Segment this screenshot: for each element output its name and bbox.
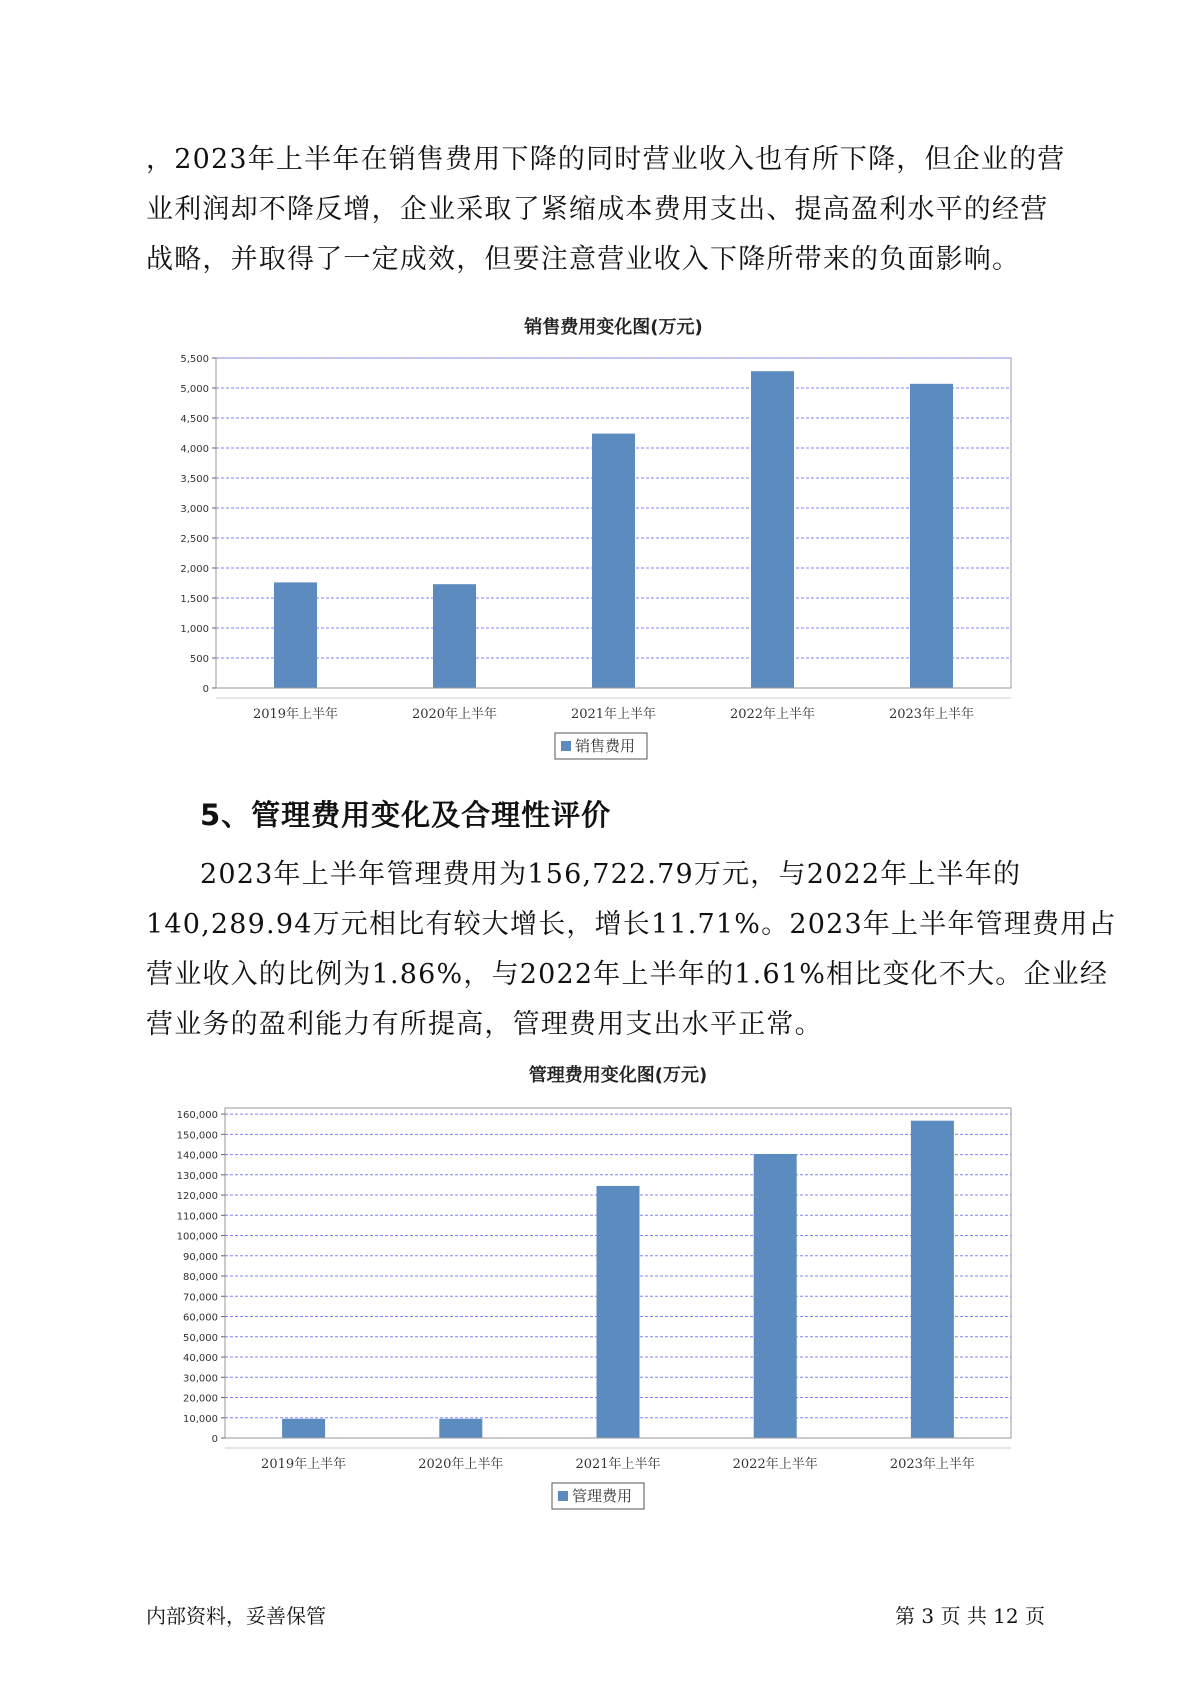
x-tick-label: 2022年上半年 [729,707,816,722]
y-tick-label: 40,000 [183,1353,218,1365]
y-tick-label: 50,000 [183,1332,218,1344]
y-tick-label: 4,500 [180,414,209,425]
x-tick-label: 2022年上半年 [732,1457,818,1472]
bar [597,1186,640,1438]
legend-swatch [558,1491,568,1501]
y-tick-label: 4,000 [180,444,209,455]
chart-title: 销售费用变化图(万元) [524,317,703,338]
y-tick-label: 0 [211,1434,218,1445]
bar [751,371,794,688]
bar [592,434,635,688]
x-tick-label: 2019年上半年 [252,707,339,722]
y-tick-label: 2,500 [180,534,209,545]
y-tick-label: 100,000 [176,1231,218,1243]
paragraph-line: 营业务的盈利能力有所提高，管理费用支出水平正常。 [146,1009,823,1040]
y-tick-label: 120,000 [176,1191,218,1203]
bar [910,384,953,688]
y-tick-label: 10,000 [183,1413,218,1425]
intro-paragraph [146,135,1066,285]
x-tick-label: 2020年上半年 [411,707,498,722]
bar [911,1121,954,1438]
paragraph-line: 营业收入的比例为1.86%，与2022年上半年的1.61%相比变化不大。企业经 [146,959,1109,990]
y-tick-label: 500 [189,654,209,665]
y-tick-label: 1,000 [180,624,209,635]
y-tick-label: 5,500 [180,354,209,365]
bar [433,584,476,688]
y-tick-label: 160,000 [176,1110,218,1122]
paragraph-line: 140,289.94万元相比有较大增长，增长11.71%。2023年上半年管理费用占 [146,909,1117,940]
paragraph-line: 业利润却不降反增，企业采取了紧缩成本费用支出、提高盈利水平的经营 [146,194,1049,225]
y-tick-label: 70,000 [183,1292,218,1304]
y-tick-label: 130,000 [176,1170,218,1182]
admin-expense-chart [0,1050,1191,1530]
y-tick-label: 20,000 [183,1393,218,1405]
x-tick-label: 2021年上半年 [570,707,657,722]
x-tick-label: 2023年上半年 [888,707,975,722]
sales-expense-chart [0,300,1191,760]
legend-label: 销售费用 [575,737,636,755]
footer-page-number: 第 3 页 共 12 页 [895,1604,1045,1628]
x-tick-label: 2021年上半年 [575,1457,661,1472]
y-tick-label: 0 [202,684,209,695]
y-tick-label: 80,000 [183,1272,218,1284]
x-tick-label: 2019年上半年 [261,1457,347,1472]
paragraph-line: 战略，并取得了一定成效，但要注意营业收入下降所带来的负面影响。 [146,244,1021,275]
bar [282,1419,325,1438]
y-tick-label: 2,000 [180,564,209,575]
legend-swatch [561,741,571,751]
y-tick-label: 150,000 [176,1130,218,1142]
y-tick-label: 140,000 [176,1150,218,1162]
section-heading: 5、管理费用变化及合理性评价 [200,798,612,832]
footer-confidential-note: 内部资料，妥善保管 [146,1604,326,1628]
bar [754,1154,797,1438]
chart-title: 管理费用变化图(万元) [528,1065,708,1086]
y-tick-label: 3,000 [180,504,209,515]
y-tick-label: 90,000 [183,1251,218,1263]
bar [274,582,317,688]
y-tick-label: 5,000 [180,384,209,395]
y-tick-label: 1,500 [180,594,209,605]
paragraph-line: ，2023年上半年在销售费用下降的同时营业收入也有所下降，但企业的营 [146,144,1066,175]
bar [439,1419,482,1438]
y-tick-label: 60,000 [183,1312,218,1324]
x-tick-label: 2023年上半年 [889,1457,975,1472]
legend-label: 管理费用 [572,1487,633,1505]
paragraph-line: 2023年上半年管理费用为156,722.79万元，与2022年上半年的 [200,859,1022,890]
chart-svg [0,300,1191,760]
chart-svg [0,1050,1191,1530]
x-tick-label: 2020年上半年 [418,1457,504,1472]
y-tick-label: 110,000 [176,1211,218,1223]
section-paragraph [146,850,1117,1050]
y-tick-label: 3,500 [180,474,209,485]
y-tick-label: 30,000 [183,1373,218,1385]
